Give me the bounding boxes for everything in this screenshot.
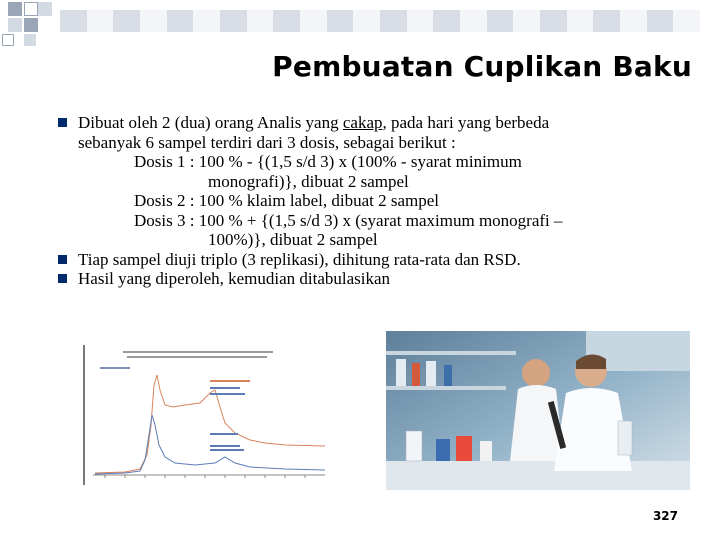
chromatogram-graphic [85, 345, 335, 485]
dose-1-line2: monografi)}, dibuat 2 sampel [208, 171, 409, 191]
decorative-squares [0, 0, 60, 50]
bullet-square-icon [58, 255, 67, 264]
bullet-item [58, 113, 698, 250]
bullet-square-icon [58, 118, 67, 127]
dose-3-line1: Dosis 3 : 100 % + {(1,5 s/d 3) x (syarat maximum monografi – [134, 210, 563, 230]
dose-2-line1: Dosis 2 : 100 % klaim label, dibuat 2 sampel [134, 191, 440, 210]
page-number: 327 [652, 509, 678, 523]
bullet-text: Dibuat oleh 2 (dua) orang Analis yang cakap, pada hari yang berbeda [78, 113, 550, 132]
bullet-text: Tiap sampel diuji triplo (3 replikasi), dihitung rata-rata dan RSD. [78, 249, 521, 269]
header-band [60, 10, 700, 32]
chromatogram-image [83, 345, 335, 485]
slide-title: Pembuatan Cuplikan Baku [272, 50, 692, 83]
dose-1-line1: Dosis 1 : 100 % - {(1,5 s/d 3) x (100% - syarat minimum [134, 152, 522, 171]
bullet-square-icon [58, 274, 67, 283]
bullet-text-line2: sebanyak 6 sampel terdiri dari 3 dosis, sebagai berikut : [78, 132, 456, 152]
bullet-item [58, 250, 698, 270]
underlined-word: cakap [342, 113, 383, 132]
bullet-item [58, 269, 698, 289]
slide-body [58, 113, 698, 289]
dose-3-line2: 100%)}, dibuat 2 sampel [208, 230, 378, 249]
lab-photo [386, 331, 690, 490]
lab-scientists-illustration [386, 331, 690, 490]
bullet-text: Hasil yang diperoleh, kemudian ditabulasikan [78, 269, 391, 288]
